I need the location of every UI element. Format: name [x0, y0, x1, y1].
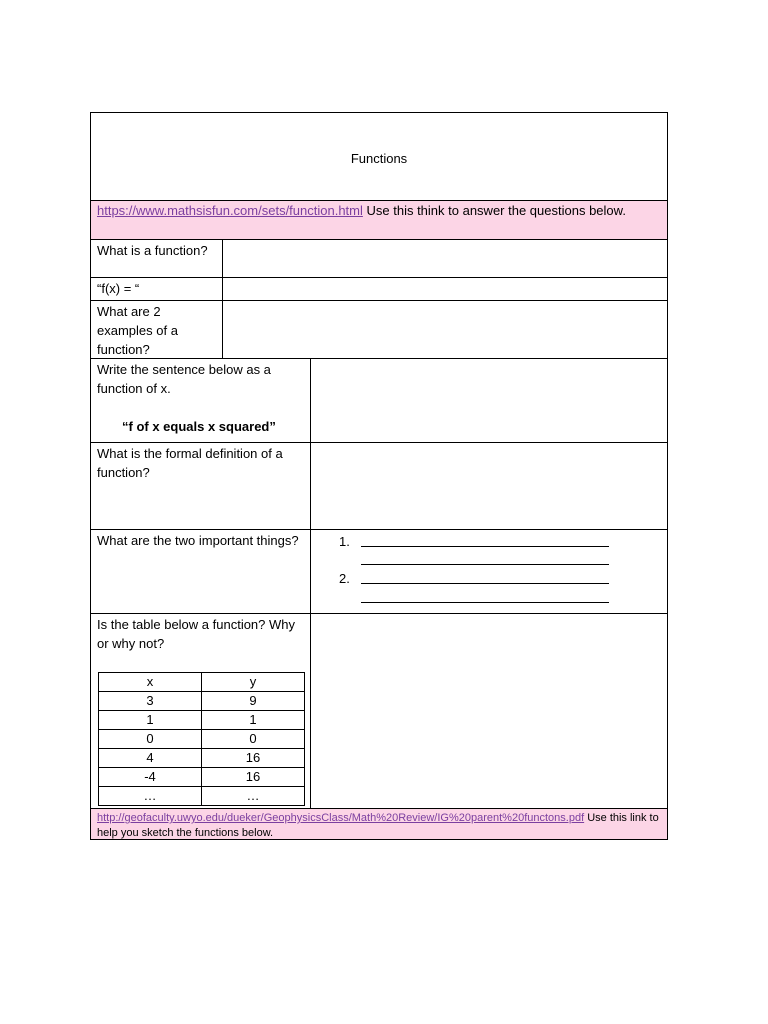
question-label: Write the sentence below as a function of x.: [97, 362, 271, 396]
table-row: [99, 768, 305, 787]
mathsisfun-link[interactable]: https://www.mathsisfun.com/sets/function.html: [97, 203, 363, 218]
table-cell: 3: [99, 692, 202, 711]
question-row-sentence: [91, 359, 667, 443]
table-cell: 16: [202, 749, 305, 768]
table-cell: 16: [202, 768, 305, 787]
question-row-table: [91, 614, 667, 808]
answer-cell[interactable]: [223, 278, 667, 300]
table-cell: 1: [99, 711, 202, 730]
answer-cell[interactable]: [223, 240, 667, 277]
question-row-function: [91, 240, 667, 278]
table-header-row: [99, 673, 305, 692]
question-label-cell: [91, 614, 311, 808]
question-row-fx: [91, 278, 667, 301]
geofaculty-link[interactable]: http://geofaculty.uwyo.edu/dueker/GeophysicsClass/Math%20Review/IG%20parent%20functons.pdf: [97, 812, 585, 824]
table-cell: …: [99, 787, 202, 806]
table-cell: -4: [99, 768, 202, 787]
title-row: [91, 113, 667, 201]
table-header-y: y: [202, 673, 305, 692]
xy-table: [98, 672, 305, 806]
answer-cell[interactable]: [311, 443, 667, 529]
question-label-cell: [91, 359, 311, 442]
answer-cell[interactable]: [311, 614, 667, 808]
answer-blank-1a[interactable]: [361, 546, 609, 547]
table-header-x: x: [99, 673, 202, 692]
question-label: “f(x) = “: [91, 278, 223, 300]
intro-text: [91, 201, 667, 239]
table-row: [99, 749, 305, 768]
table-cell: 0: [99, 730, 202, 749]
answer-cell[interactable]: [311, 359, 667, 442]
intro-row: [91, 201, 667, 240]
intro-instruction: Use this think to answer the questions below.: [362, 203, 626, 218]
question-row-definition: [91, 443, 667, 530]
footer-row: [91, 808, 667, 839]
table-row: [99, 692, 305, 711]
table-cell: …: [202, 787, 305, 806]
question-row-examples: [91, 301, 667, 359]
question-label: What is a function?: [91, 240, 223, 277]
table-cell: 0: [202, 730, 305, 749]
table-cell: 9: [202, 692, 305, 711]
table-row: [99, 787, 305, 806]
footer-text: [91, 809, 667, 839]
question-label: What is the formal definition of a function?: [91, 443, 311, 529]
item-number-1: 1.: [339, 534, 350, 549]
item-number-2: 2.: [339, 571, 350, 586]
table-row: [99, 711, 305, 730]
answer-cell: [311, 530, 667, 613]
question-label: What are 2 examples of a function?: [91, 301, 223, 358]
question-row-important-things: [91, 530, 667, 614]
table-row: [99, 730, 305, 749]
answer-blank-1b[interactable]: [361, 564, 609, 565]
answer-blank-2a[interactable]: [361, 583, 609, 584]
page-title: Functions: [350, 151, 408, 166]
table-cell: 4: [99, 749, 202, 768]
answer-cell[interactable]: [223, 301, 667, 358]
question-label: Is the table below a function? Why or why not?: [97, 617, 296, 651]
quoted-sentence: “f of x equals x squared”: [122, 419, 276, 434]
footer-instruction: Use this link to help you sketch the functions below.: [97, 812, 659, 839]
question-label: What are the two important things?: [91, 530, 311, 613]
worksheet: [90, 112, 668, 840]
table-cell: 1: [202, 711, 305, 730]
answer-blank-2b[interactable]: [361, 602, 609, 603]
